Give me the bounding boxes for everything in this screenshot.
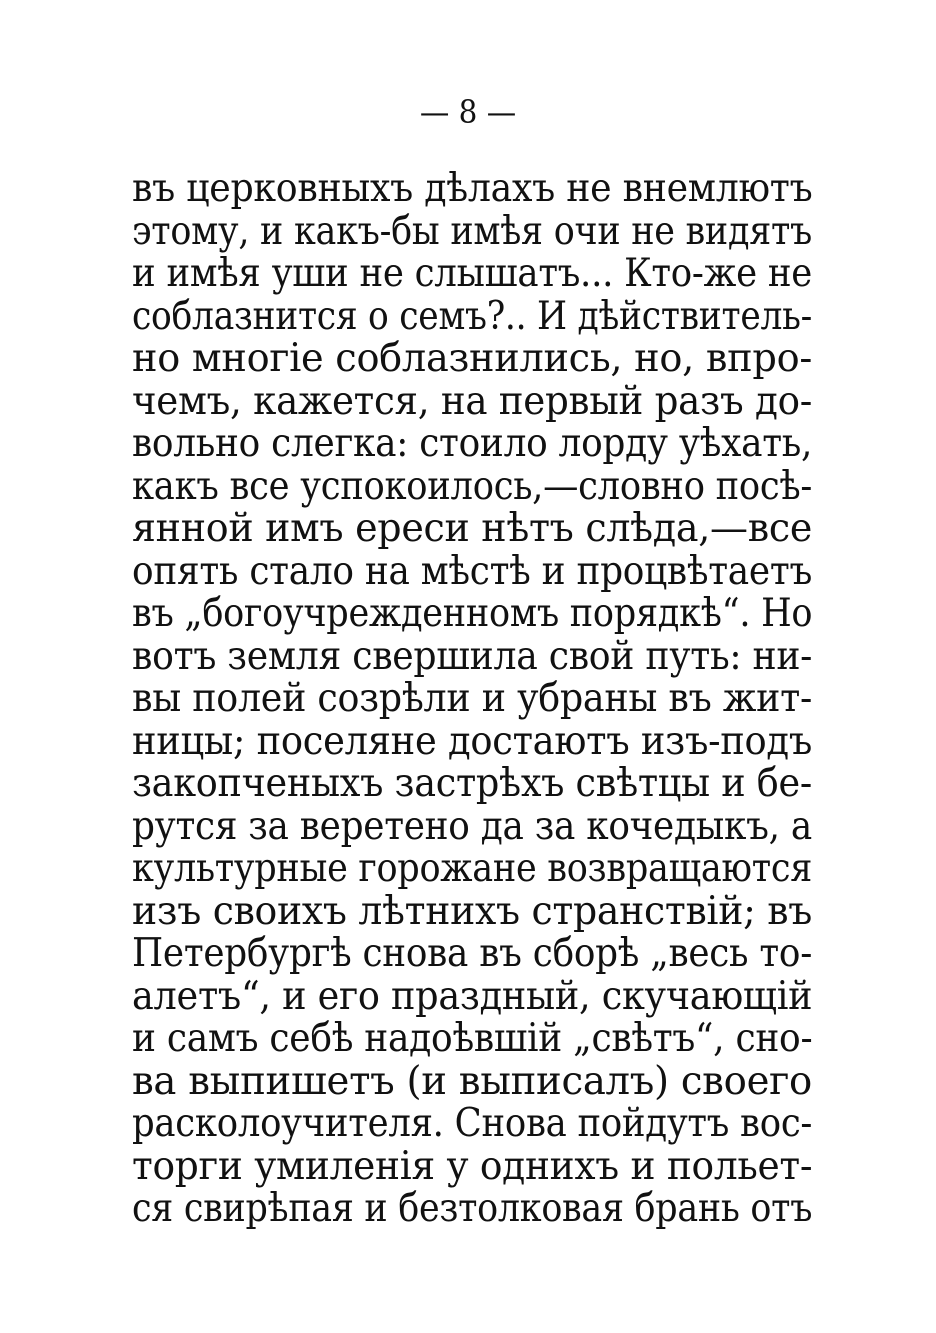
text-line: ва выпишетъ (и выписалъ) своего bbox=[132, 1058, 812, 1104]
text-line: ницы; поселяне достаютъ изъ-подъ bbox=[132, 718, 812, 764]
text-line: и имѣя уши не слышатъ... Кто-же не bbox=[132, 251, 813, 296]
text-line: рутся за веретено да за кочедыкъ, а bbox=[132, 803, 812, 849]
text-line: вотъ земля свершила свой путь: ни- bbox=[132, 633, 813, 679]
text-line: алетъ“, и его праздный, скучающій bbox=[132, 973, 813, 1019]
page-number: — 8 — bbox=[419, 93, 517, 131]
text-line: янной имъ ереси нѣтъ слѣда,—все bbox=[132, 506, 813, 551]
text-line: но многіе соблазнились, но, впро- bbox=[132, 336, 812, 381]
text-line: изъ своихъ лѣтнихъ странствій; въ bbox=[132, 888, 813, 934]
text-line: въ церковныхъ дѣлахъ не внемлютъ bbox=[132, 166, 813, 211]
text-line: вы полей созрѣли и убраны въ жит- bbox=[132, 676, 813, 721]
text-line: культурные горожане возвращаются bbox=[132, 846, 813, 891]
text-line: торги умиленія у однихъ и польет- bbox=[132, 1143, 813, 1189]
text-line: ся свирѣпая и безтолковая брань отъ bbox=[132, 1186, 813, 1231]
text-line: чемъ, кажется, на первый разъ до- bbox=[132, 378, 812, 424]
text-line: соблазнится о семъ?.. И дѣйствитель- bbox=[132, 293, 813, 339]
text-line: расколоучителя. Снова пойдутъ вос- bbox=[132, 1101, 813, 1146]
text-line: этому, и какъ-бы имѣя очи не видятъ bbox=[132, 208, 812, 254]
text-line: опять стало на мѣстѣ и процвѣтаетъ bbox=[132, 548, 813, 594]
body-text bbox=[132, 168, 812, 1231]
text-line: и самъ себѣ надоѣвшій „свѣтъ“, сно- bbox=[132, 1016, 813, 1061]
text-line: вольно слегка: стоило лорду уѣхать, bbox=[132, 421, 813, 466]
text-line: какъ все успокоилось,—словно посѣ- bbox=[132, 463, 813, 509]
text-line: закопченыхъ застрѣхъ свѣтцы и бе- bbox=[132, 761, 812, 806]
text-line: Петербургѣ снова въ сборѣ „весь то- bbox=[132, 931, 813, 976]
text-line: въ „богоучрежденномъ порядкѣ“. Но bbox=[132, 591, 813, 636]
